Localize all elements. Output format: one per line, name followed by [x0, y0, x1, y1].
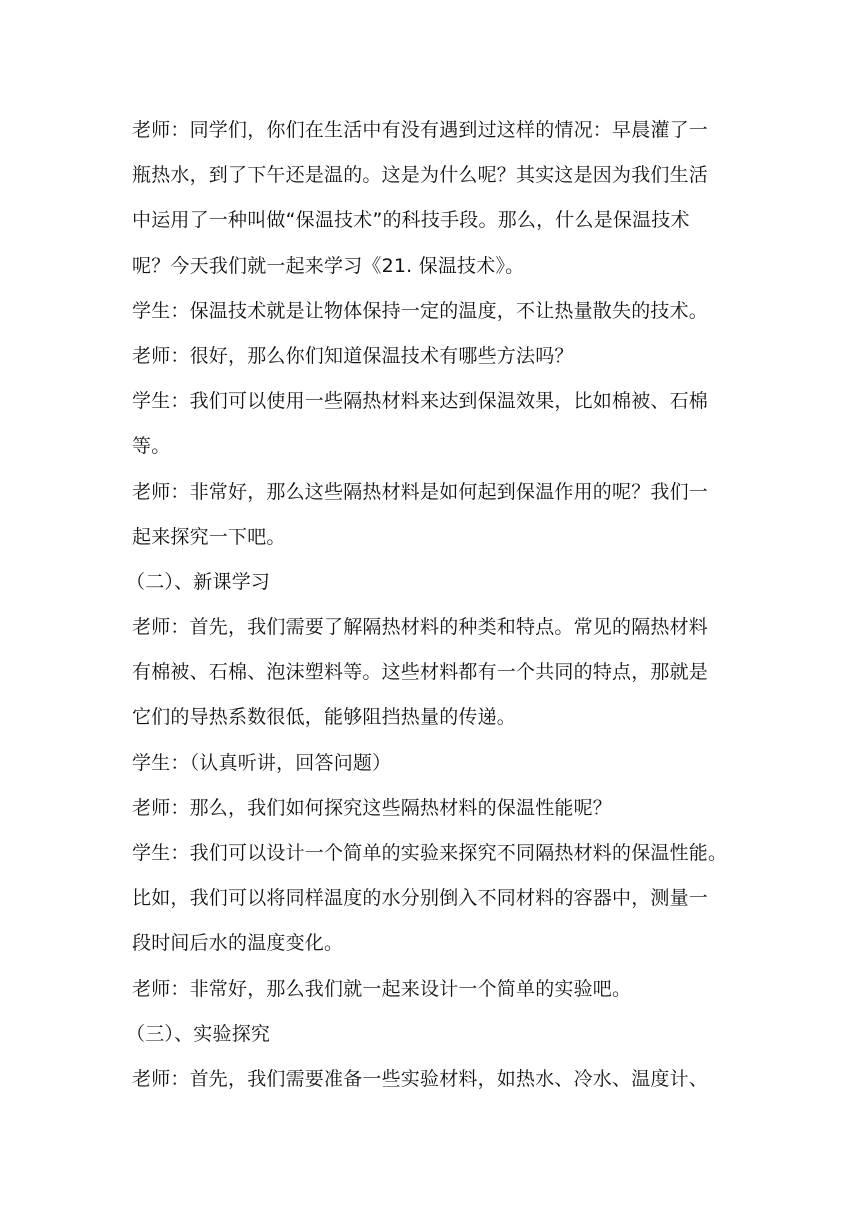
text-line: 瓶热水，到了下午还是温的。这是为什么呢？其实这是因为我们生活: [132, 164, 709, 187]
text-line: 段时间后水的温度变化。: [132, 932, 344, 955]
text-line: 老师：那么，我们如何探究这些隔热材料的保温性能呢？: [132, 796, 613, 819]
text-line: 中运用了一种叫做“保温技术”的科技手段。那么，什么是保温技术: [132, 209, 690, 232]
text-line: 老师：非常好，那么这些隔热材料是如何起到保温作用的呢？我们一: [132, 480, 709, 503]
section-heading: （三）、实验探究: [126, 1022, 271, 1045]
text-line: 老师：很好，那么你们知道保温技术有哪些方法吗？: [132, 344, 574, 367]
text-line: 学生：保温技术就是让物体保持一定的温度，不让热量散失的技术。: [132, 299, 709, 322]
document-body: [126, 108, 742, 1102]
text-line: 等。: [132, 435, 171, 458]
text-line: 学生：（认真听讲，回答问题）: [132, 751, 392, 774]
text-line: 老师：首先，我们需要了解隔热材料的种类和特点。常见的隔热材料: [132, 616, 709, 639]
text-line: 起来探究一下吧。: [132, 525, 286, 548]
text-line: 老师：首先，我们需要准备一些实验材料，如热水、冷水、温度计、: [132, 1067, 709, 1090]
text-line: 它们的导热系数很低，能够阻挡热量的传递。: [132, 706, 517, 729]
text-line: 老师：非常好，那么我们就一起来设计一个简单的实验吧。: [132, 977, 632, 1000]
text-line: 呢？今天我们就一起来学习《21. 保温技术》。: [132, 254, 525, 277]
text-line: 老师：同学们，你们在生活中有没有遇到过这样的情况：早晨灌了一: [132, 119, 709, 141]
text-line: 有棉被、石棉、泡沫塑料等。这些材料都有一个共同的特点，那就是: [132, 661, 709, 684]
text-line: 学生：我们可以设计一个简单的实验来探究不同隔热材料的保温性能。: [132, 842, 728, 864]
text-line: 学生：我们可以使用一些隔热材料来达到保温效果，比如棉被、石棉: [132, 390, 709, 413]
section-heading: （二）、新课学习: [126, 570, 271, 593]
text-line: 比如，我们可以将同样温度的水分别倒入不同材料的容器中，测量一: [132, 887, 709, 910]
